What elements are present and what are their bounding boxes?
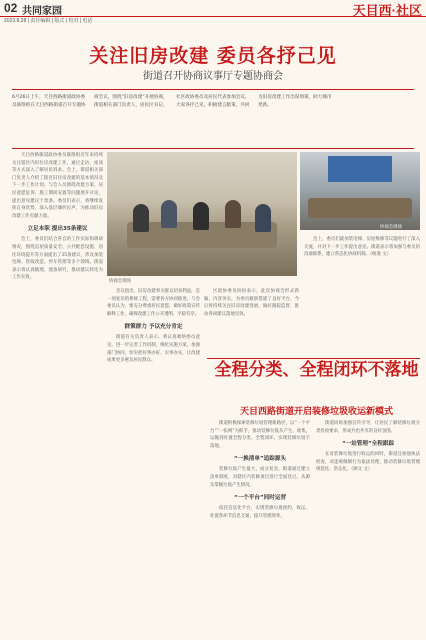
article1-subhead-2: 群策群力 予以充分肯定 — [124, 324, 183, 331]
top-bar — [0, 0, 426, 17]
article2-divider — [207, 358, 420, 359]
article2-title: 全程分类、全程闭环不落地 — [214, 360, 419, 380]
article1-column-2 — [107, 288, 200, 630]
article1-column-1 — [12, 152, 103, 630]
article2-subhead-3: “一站管理”全程跟踪 — [341, 441, 395, 448]
meeting-photo-2 — [300, 152, 420, 230]
article1-title: 关注旧房改建 委员各抒己见 — [89, 45, 337, 67]
date-line: 2023.8.28 | 责任编辑 | 版式 | 校对 | 电话 — [4, 18, 93, 24]
article1-body-col2: 会议指出，旧房改建事关群众切身利益，是一项复杂的系统工程，需要各方协同推进。与会委员认为，要充分尊重居民意愿，做好政策宣传解释工作，确保改建工作公开透明、平稳有序。 — [107, 289, 200, 317]
article1-body-col1: 天目西路街道政协委员联络组近年来持续关注辖区内旧住房改建工作，通过走访、座谈等方式深入了解居民诉求。会上，街道相关部门负责人介绍了辖区旧住房改建的基本情况及下一步工作计划。与会人员围绕改建方案、居民意愿征询、施工期间安置等问题展开讨论，提出意见建议十余条。委员们表示，将继续发挥自身优势，深入基层倾听民声，为推动旧房改建工作贡献力量。 — [12, 153, 103, 219]
article1-column-3 — [204, 288, 299, 354]
article1-body-col2b: 街道有关负责人表示，将认真吸纳委员意见，进一步完善工作机制，细化实施方案，加强部门协同，切实把好事办好、实事办实，让改建成果更多惠及居民群众。 — [107, 335, 200, 364]
article2-column-2 — [316, 420, 420, 634]
article1-body-col1b: 会上，委员们结合各自的工作实际和调研情况，围绕房屋质量安全、公共配套设施、居住环境提升等方面提出了35条建议，涉及加装电梯、管线改造、停车管理等多个领域。街道表示将认真梳理、逐条研究，推动建议转化为工作实效。 — [12, 237, 103, 281]
article2-body-col5b: 装修垃圾产生量大，成分复杂，街道通过建立清单制度，对辖区内装修项目进行全面登记，从源头掌握垃圾产生情况。 — [210, 467, 310, 488]
article1-body-col4: 会上，委员们就加装电梯、房屋维修等议题进行了深入交流，并对下一步工作提出意见。街道表示将加强与委员的沟通联系，建立常态化协商机制。（杨逸 文） — [304, 237, 420, 258]
page-number: 02 — [4, 1, 18, 15]
person-figure — [255, 204, 271, 232]
person-figure — [225, 200, 241, 228]
photo2-caption: 协商会现场 — [380, 225, 402, 230]
article2-body-col5: 街道积极探索装修垃圾管理新路径，以“一个平台”“一张网”为抓手，推动装修垃圾从产生、收集、运输到处置全程分类、全程闭环，实现装修垃圾不落地。 — [210, 421, 310, 449]
article2-subhead-2: “一个平台”同时运营 — [233, 495, 287, 502]
article2-subhead-1: “一换清单”追踪源头 — [233, 456, 287, 463]
meeting-photo — [107, 152, 297, 276]
article2-body-col5c: 依托信息化平台，实现装修垃圾预约、收运、处置各环节信息互通，提升管理效率。 — [210, 506, 310, 519]
page-name: 共同家园 — [22, 6, 62, 17]
article2-column-1 — [210, 420, 310, 634]
masthead-logo: 天目西·社区 — [352, 3, 422, 18]
projection-screen-shape — [328, 156, 392, 182]
article1-intro — [12, 89, 414, 149]
article2-subtitle: 天目西路街道开启装修垃圾收运新模式 — [239, 407, 393, 417]
article2-body-col6b: 在对装修垃圾进行收运的同时，街道还加强执法检查，对违规倾倒行为依法处理，推动装修垃圾管理规范化、常态化。（顾文 文） — [316, 452, 420, 473]
article1-column-4 — [304, 236, 420, 354]
person-figure — [133, 204, 149, 232]
person-figure — [161, 200, 177, 228]
meeting-desk-shape — [308, 198, 412, 218]
article1-subhead-1: 立足本职 提出35条建议 — [27, 226, 88, 233]
article2-body-col6: 街道同时加强宣传引导，让居民了解装修垃圾分类投放要求，形成共治共享的良好氛围。 — [316, 421, 420, 434]
person-figure — [193, 202, 209, 230]
article1-subtitle: 街道召开协商议事厅专题协商会 — [143, 71, 283, 82]
photo1-caption: 协商会现场 — [109, 279, 131, 284]
article1-body-col3: 区政协委员纷纷表示，此次协商会形式新颖、内容务实，为委员履职搭建了良好平台，今后将持续关注旧房改建进展，做好跟踪监督，推动各项建议落地见效。 — [204, 289, 299, 317]
article1-intro-text: 6月26日上午，天目西路街道政协委员联络组在天目西路街道召开专题协商会议，围绕“旧房改建”开展协商，街道相关部门负责人、居民区书记、社区政协委员及居民代表参加会议，大家各抒己见，积极建言献策，共同为旧房改建工作出谋划策，助力城市更新。 — [12, 95, 332, 108]
